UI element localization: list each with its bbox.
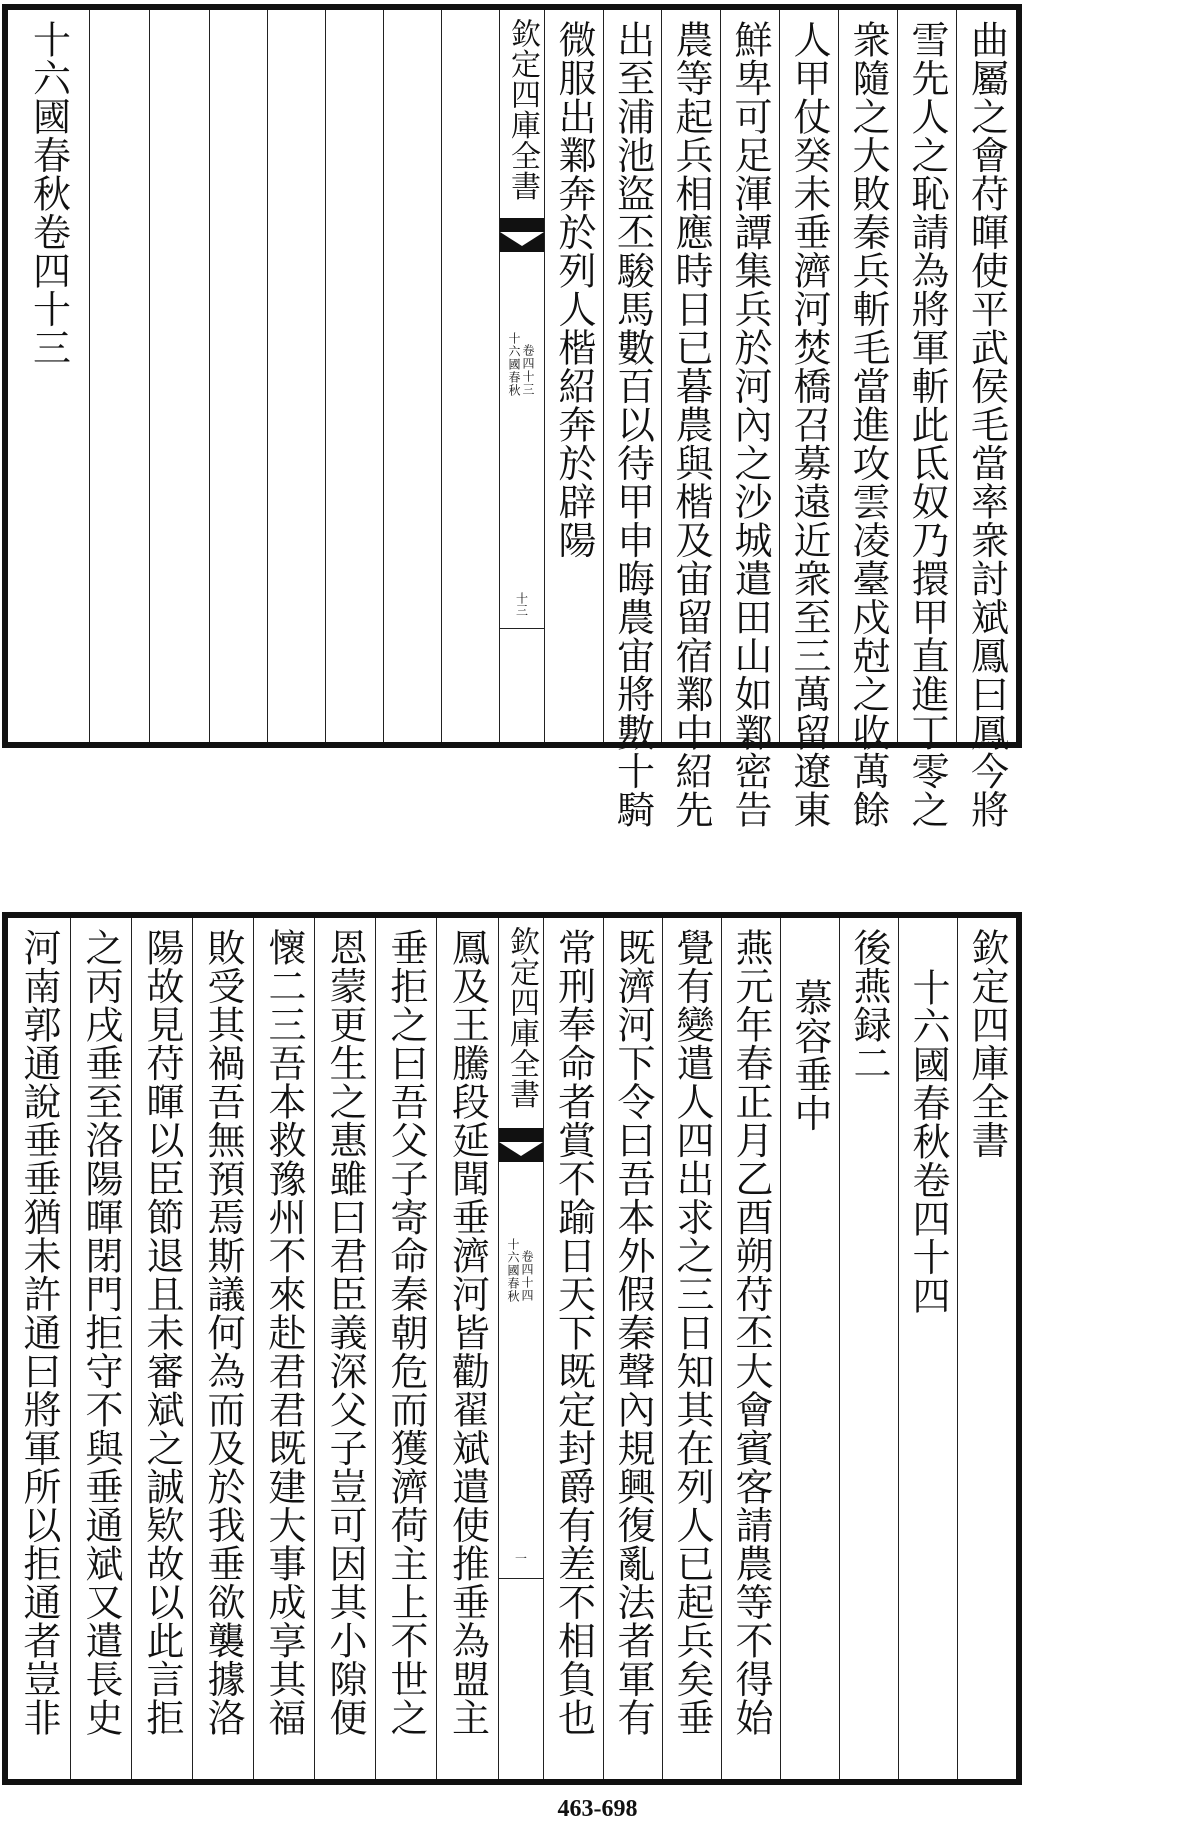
text-column: 鳳及王騰段延聞垂濟河皆勸翟斌遣使推垂為盟主 bbox=[445, 928, 490, 1737]
text-column: 常刑奉命者賞不踰日天下既定封爵有差不相負也 bbox=[551, 928, 596, 1737]
upper-column bbox=[325, 10, 383, 742]
upper-column bbox=[441, 10, 499, 742]
text-column: 懷二三吾本救豫州不來赴君君既建大事成享其福 bbox=[262, 928, 306, 1737]
text-column: 之丙戌垂至洛陽暉閉門拒守不與垂通斌又遣長史 bbox=[79, 928, 123, 1737]
lower-page-frame bbox=[2, 912, 1022, 1785]
upper-column bbox=[209, 10, 267, 742]
upper-column bbox=[838, 10, 897, 829]
upper-column bbox=[8, 10, 89, 742]
lower-column bbox=[314, 918, 375, 1779]
lower-column bbox=[192, 918, 253, 1779]
upper-column bbox=[383, 10, 441, 742]
text-column: 燕元年春正月乙酉朔苻丕大會賓客請農等不得始 bbox=[729, 928, 773, 1737]
gutter-volume: 卷四十三 bbox=[521, 344, 535, 396]
collection-title: 欽定四庫全書 bbox=[965, 928, 1009, 1159]
text-column: 敗受其禍吾無預焉斯議何為而及於我垂欲襲據洛 bbox=[201, 928, 245, 1737]
lower-column bbox=[957, 918, 1016, 1779]
gutter-book: 十六國春秋 bbox=[506, 1238, 520, 1303]
upper-column bbox=[779, 10, 838, 829]
upper-column bbox=[89, 10, 149, 742]
lower-column bbox=[603, 918, 662, 1779]
text-column: 既濟河下令曰吾本外假秦聲內規興復亂法者軍有 bbox=[611, 928, 655, 1737]
upper-column bbox=[661, 10, 720, 829]
upper-column bbox=[149, 10, 209, 742]
fish-tail-mark bbox=[499, 1128, 543, 1162]
lower-column bbox=[839, 918, 898, 1779]
lower-column bbox=[544, 918, 603, 1779]
text-column: 雪先人之恥請為將軍斬此氐奴乃擐甲直進丁零之 bbox=[905, 20, 949, 829]
gutter-rule bbox=[500, 628, 544, 629]
gutter-book: 十六國春秋 bbox=[507, 332, 521, 397]
gutter-page-number: 一 bbox=[513, 1552, 528, 1564]
gutter-volume: 卷四十四 bbox=[520, 1250, 534, 1302]
lower-column bbox=[131, 918, 192, 1779]
lower-column bbox=[8, 918, 70, 1779]
text-column: 鮮卑可足渾譚集兵於河內之沙城遣田山如鄴密告 bbox=[728, 20, 772, 829]
gutter-title: 欽定四庫全書 bbox=[504, 926, 539, 1109]
text-column: 出至浦池盜丕駿馬數百以待甲申晦農宙將數十騎 bbox=[610, 20, 655, 829]
lower-column bbox=[662, 918, 721, 1779]
lower-page bbox=[0, 912, 1195, 1785]
text-column: 曲屬之會苻暉使平武侯毛當率衆討斌鳳曰鳳今將 bbox=[964, 20, 1009, 829]
text-column: 農等起兵相應時日已暮農與楷及宙留宿鄴中紹先 bbox=[669, 20, 713, 829]
lower-column bbox=[780, 918, 839, 1779]
text-column: 人甲仗癸未垂濟河焚橋召募遠近衆至三萬留遼東 bbox=[787, 20, 831, 829]
lower-column bbox=[436, 918, 498, 1779]
upper-column bbox=[603, 10, 661, 829]
upper-column bbox=[545, 10, 603, 742]
gutter-page-number: 十三 bbox=[514, 592, 529, 616]
gutter-rule bbox=[499, 1578, 543, 1579]
text-column: 覺有變遣人四出求之三日知其在列人已起兵矣垂 bbox=[670, 928, 714, 1737]
scan-page-number: 463-698 bbox=[557, 1796, 638, 1822]
gutter-title: 欽定四庫全書 bbox=[505, 18, 540, 201]
text-column: 衆隨之大敗秦兵斬毛當進攻雲凌臺戍尅之收萬餘 bbox=[846, 20, 890, 829]
lower-column bbox=[375, 918, 436, 1779]
upper-page bbox=[0, 4, 1195, 829]
text-column: 垂拒之曰吾父子寄命秦朝危而獲濟荷主上不世之 bbox=[384, 928, 428, 1737]
lower-column bbox=[253, 918, 314, 1779]
section-title: 後燕録二 bbox=[847, 928, 891, 1082]
text-column: 河南郭通說垂垂猶未許通曰將軍所以拒通者豈非 bbox=[17, 928, 61, 1737]
volume-title: 十六國春秋卷四十四 bbox=[906, 968, 950, 1315]
upper-column bbox=[897, 10, 956, 829]
upper-gutter bbox=[499, 10, 545, 742]
author-line: 慕容垂中 bbox=[788, 978, 832, 1132]
upper-column bbox=[956, 10, 1016, 829]
upper-column bbox=[720, 10, 779, 829]
volume-end-title: 十六國春秋卷四十三 bbox=[26, 20, 71, 367]
text-column: 陽故見苻暉以臣節退且未審斌之誠欵故以此言拒 bbox=[140, 928, 184, 1737]
lower-gutter bbox=[498, 918, 544, 1779]
upper-page-frame bbox=[2, 4, 1022, 829]
fish-tail-mark bbox=[500, 218, 544, 252]
upper-column bbox=[267, 10, 325, 742]
lower-column bbox=[898, 918, 957, 1779]
lower-column bbox=[721, 918, 780, 1779]
lower-column bbox=[70, 918, 131, 1779]
text-column: 恩蒙更生之惠雖曰君臣義深父子豈可因其小隙便 bbox=[323, 928, 367, 1737]
text-column: 微服出鄴奔於列人楷紹奔於辟陽 bbox=[552, 20, 596, 559]
